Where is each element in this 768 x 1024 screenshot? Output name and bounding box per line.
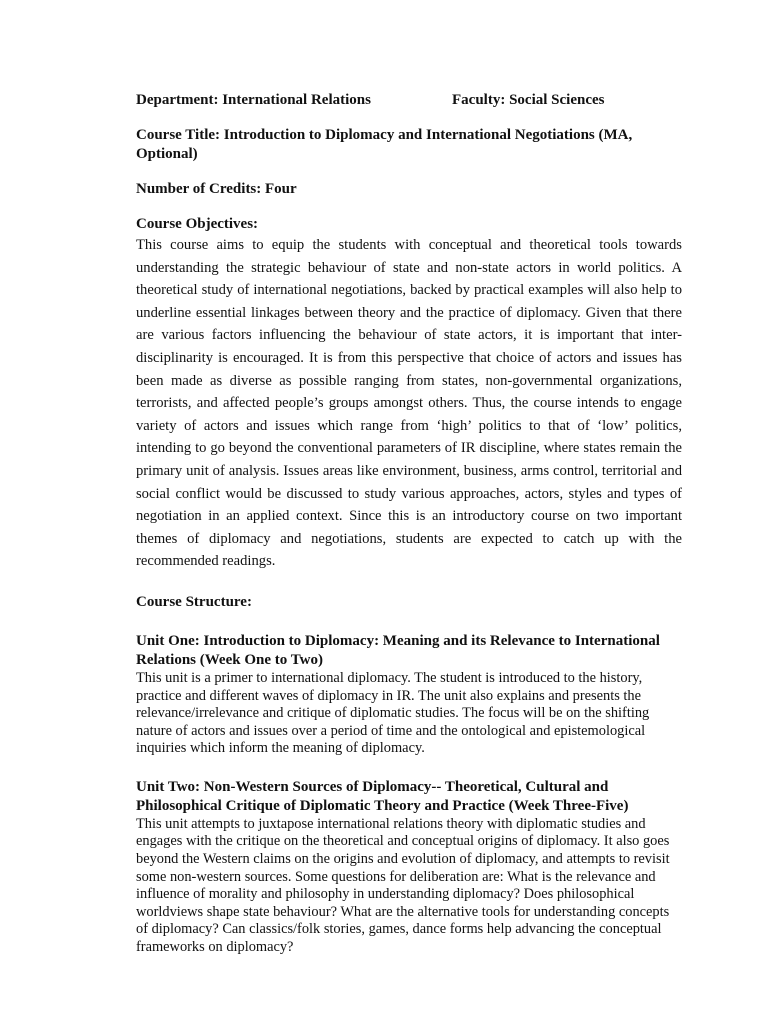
department-label: Department: International Relations — [136, 92, 371, 108]
unit-one-title: Unit One: Introduction to Diplomacy: Meaning and its Relevance to International Relations (Week One to Two) — [136, 632, 660, 668]
objectives-body: This course aims to equip the students with conceptual and theoretical tools towards understanding the strategic behaviour of state and non-state actors in world politics. A theoretical study of international negotiations, backed by practical examples will also help to underline essential linkages between theory and the practice of diplomacy. Given that there are various factors influencing the behaviour of state actors, it is important that inter-disciplinarity is encouraged. It is from this perspective that choice of actors and issues has been made as diverse as possible ranging from states, non-governmental organizations, terrorists, and affected people’s groups amongst others. Thus, the course intends to engage variety of actors and issues which range from ‘high’ politics to that of ‘low’ politics, intending to go beyond the conventional parameters of IR discipline, where states remain the primary unit of analysis. Issues areas like environment, business, arms control, territorial and social conflict would be discussed to study various approaches, actors, styles and types of negotiation in an applied context. Since this is an introductory course on two important themes of diplomacy and negotiations, students are expected to catch up with the recommended readings. — [136, 237, 682, 570]
unit-two-body: This unit attempts to juxtapose international relations theory with diplomatic studies and engages with the critique on the theoretical and conceptual origins of diplomacy. It also goes beyond the Western claims on the origins and evolution of diplomacy, and attempts to revisit some non-western sources. Some questions for deliberation are: What is the relevance and influence of morality and philosophy in understanding diplomacy? Does philosophical worldviews shape state behaviour? What are the alternative tools for understanding concepts of diplomacy? Can classics/folk stories, games, dance forms help advancing the conceptual frameworks on diplomacy? — [136, 815, 670, 956]
objectives-heading: Course Objectives: — [136, 216, 259, 232]
unit-one-body: This unit is a primer to international diplomacy. The student is introduced to the history, practice and different waves of diplomacy in IR. The unit also explains and presents the relevance/irrelevance and critique of diplomatic studies. The focus will be on the shifting nature of actors and issues over a period of time and the ontological and epistemological inquiries which inform the meaning of diplomacy. — [136, 669, 650, 757]
document-page — [136, 92, 682, 957]
course-credits: Number of Credits: Four — [136, 181, 297, 197]
faculty-label: Faculty: Social Sciences — [452, 92, 605, 108]
structure-heading: Course Structure: — [136, 593, 252, 610]
header-row — [136, 92, 682, 112]
course-title: Course Title: Introduction to Diplomacy and International Negotiations (MA, Optional) — [136, 127, 633, 162]
unit-two-title: Unit Two: Non-Western Sources of Diplomacy-- Theoretical, Cultural and Philosophical Critique of Diplomatic Theory and Practice (Week Three-Five) — [136, 778, 629, 814]
